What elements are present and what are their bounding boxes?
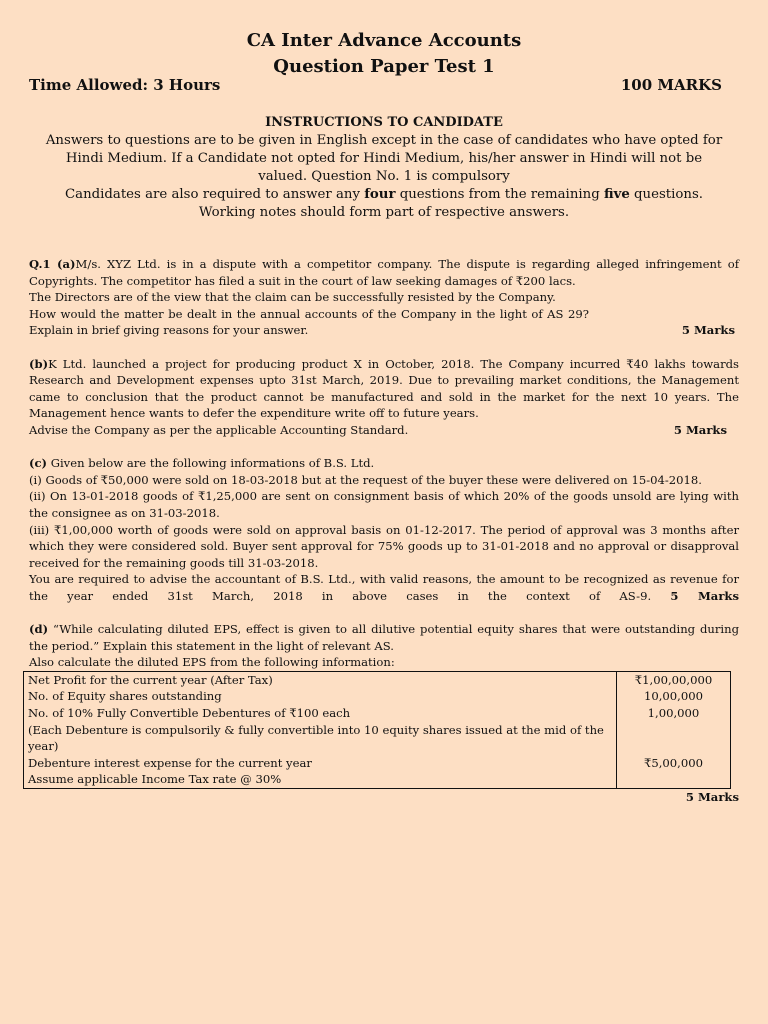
table-cell-description: No. of 10% Fully Convertible Debentures of ₹100 each xyxy=(24,705,617,722)
table-cell-description: Assume applicable Income Tax rate @ 30% xyxy=(24,771,617,788)
instructions-bold-five: five xyxy=(603,187,630,202)
table-row xyxy=(24,705,731,722)
table-cell-description: (Each Debenture is compulsorily & fully convertible into 10 equity shares issued at the mid of the year) xyxy=(24,722,617,755)
instructions-text: questions from the remaining xyxy=(395,187,604,202)
questions-content xyxy=(29,256,739,806)
table-cell-description: Debenture interest expense for the current year xyxy=(24,755,617,772)
eps-table-body xyxy=(24,671,731,788)
question-1a xyxy=(29,256,739,339)
question-text: M/s. XYZ Ltd. is in a dispute with a competitor company. The dispute is regarding alleged infringement of Copyrights. The competitor has filed a suit in the court of law seeking damages of ₹200 lacs. xyxy=(29,257,739,288)
question-1c-item-i: (i) Goods of ₹50,000 were sold on 18-03-2018 but at the request of the buyer these were delivered on 15-04-2018. xyxy=(29,472,702,487)
question-1b-para-2: Advise the Company as per the applicable Accounting Standard. xyxy=(29,422,409,437)
paper-title: CA Inter Advance Accounts xyxy=(246,30,522,51)
table-row xyxy=(24,722,731,755)
question-1a-last-line xyxy=(29,306,739,339)
table-row xyxy=(24,671,731,688)
instructions-text: Candidates are also required to answer any xyxy=(64,187,365,202)
marks-label: 5 Marks xyxy=(681,323,735,338)
eps-data-table xyxy=(23,671,731,789)
question-1a-para-2: The Directors are of the view that the claim can be successfully resisted by the Company. xyxy=(29,290,556,305)
question-text: “While calculating diluted EPS, effect is given to all dilutive potential equity shares that were outstanding during the period.” Explain this statement in the light of relevant AS. xyxy=(29,622,739,653)
question-label: (b) xyxy=(29,356,49,371)
question-text: You are required to advise the accountant of B.S. Ltd., with valid reasons, the amount to be recognized as revenue for the year ended 31st March, 2018 in above cases in the context of AS-9. xyxy=(29,572,739,603)
instructions-line-3: Working notes should form part of respective answers. xyxy=(198,205,570,220)
question-1d-para-2: Also calculate the diluted EPS from the following information: xyxy=(29,655,395,670)
question-label: (c) xyxy=(29,456,48,471)
instructions-bold-four: four xyxy=(364,187,396,202)
question-1b xyxy=(29,356,739,439)
instructions-block xyxy=(40,132,728,222)
instructions-line-2 xyxy=(40,186,728,204)
instructions-heading: INSTRUCTIONS TO CANDIDATE xyxy=(265,115,503,130)
table-row xyxy=(24,771,731,788)
paper-subtitle: Question Paper Test 1 xyxy=(273,56,495,77)
time-allowed: Time Allowed: 3 Hours xyxy=(29,76,221,94)
question-label: (d) xyxy=(29,622,49,637)
question-1c-intro xyxy=(29,455,739,472)
question-1c-ask xyxy=(29,571,739,604)
question-text: Given below are the following informations of B.S. Ltd. xyxy=(47,456,375,471)
marks-label: 5 Marks xyxy=(670,588,739,603)
marks-label: 5 Marks xyxy=(673,422,727,437)
marks-label: 5 Marks xyxy=(685,790,739,804)
table-cell-description: No. of Equity shares outstanding xyxy=(24,688,617,705)
question-1d-para-1 xyxy=(29,621,739,654)
question-1c xyxy=(29,455,739,604)
question-text: K Ltd. launched a project for producing product X in October, 2018. The Company incurred ₹40 lakhs towards Research and Development expenses upto 31st March, 2019. Due to prevailing market conditions, the Management came to conclusion that the product cannot be manufactured and sold in the market for the next 10 years. The Management hence wants to defer the expenditure write off to future years. xyxy=(29,356,739,421)
table-cell-value: 10,00,000 xyxy=(617,688,731,705)
table-cell-value xyxy=(617,722,731,755)
question-1d xyxy=(29,621,739,806)
table-row xyxy=(24,755,731,772)
question-1c-item-ii: (ii) On 13-01-2018 goods of ₹1,25,000 are sent on consignment basis of which 20% of the goods unsold are lying with the consignee as on 31-03-2018. xyxy=(29,489,739,520)
total-marks: 100 MARKS xyxy=(620,76,722,94)
instructions-text: questions. xyxy=(629,187,704,202)
table-cell-description: Net Profit for the current year (After Tax) xyxy=(24,671,617,688)
table-row xyxy=(24,688,731,705)
question-1c-item-iii: (iii) ₹1,00,000 worth of goods were sold on approval basis on 01-12-2017. The period of approval was 3 months after which they were considered sold. Buyer sent approval for 75% goods up to 31-01-2018 and no approval or disapproval received for the remaining goods till 31-03-2018. xyxy=(29,522,739,570)
question-1b-para-1 xyxy=(29,356,739,422)
question-1b-last-line xyxy=(29,422,739,439)
question-1a-para-1 xyxy=(29,256,739,289)
question-1a-para-3: How would the matter be dealt in the annual accounts of the Company in the light of AS 29? Explain in brief giving reasons for your answer. xyxy=(29,306,589,338)
table-cell-value: 1,00,000 xyxy=(617,705,731,722)
table-cell-value: ₹5,00,000 xyxy=(617,755,731,772)
instructions-line-1: Answers to questions are to be given in English except in the case of candidates who have opted for Hindi Medium. If a Candidate not opted for Hindi Medium, his/her answer in Hindi will not be valued. Question No. 1 is compulsory xyxy=(45,133,723,184)
table-cell-value xyxy=(617,771,731,788)
table-cell-value: ₹1,00,00,000 xyxy=(617,671,731,688)
question-label: Q.1 (a) xyxy=(29,257,76,271)
